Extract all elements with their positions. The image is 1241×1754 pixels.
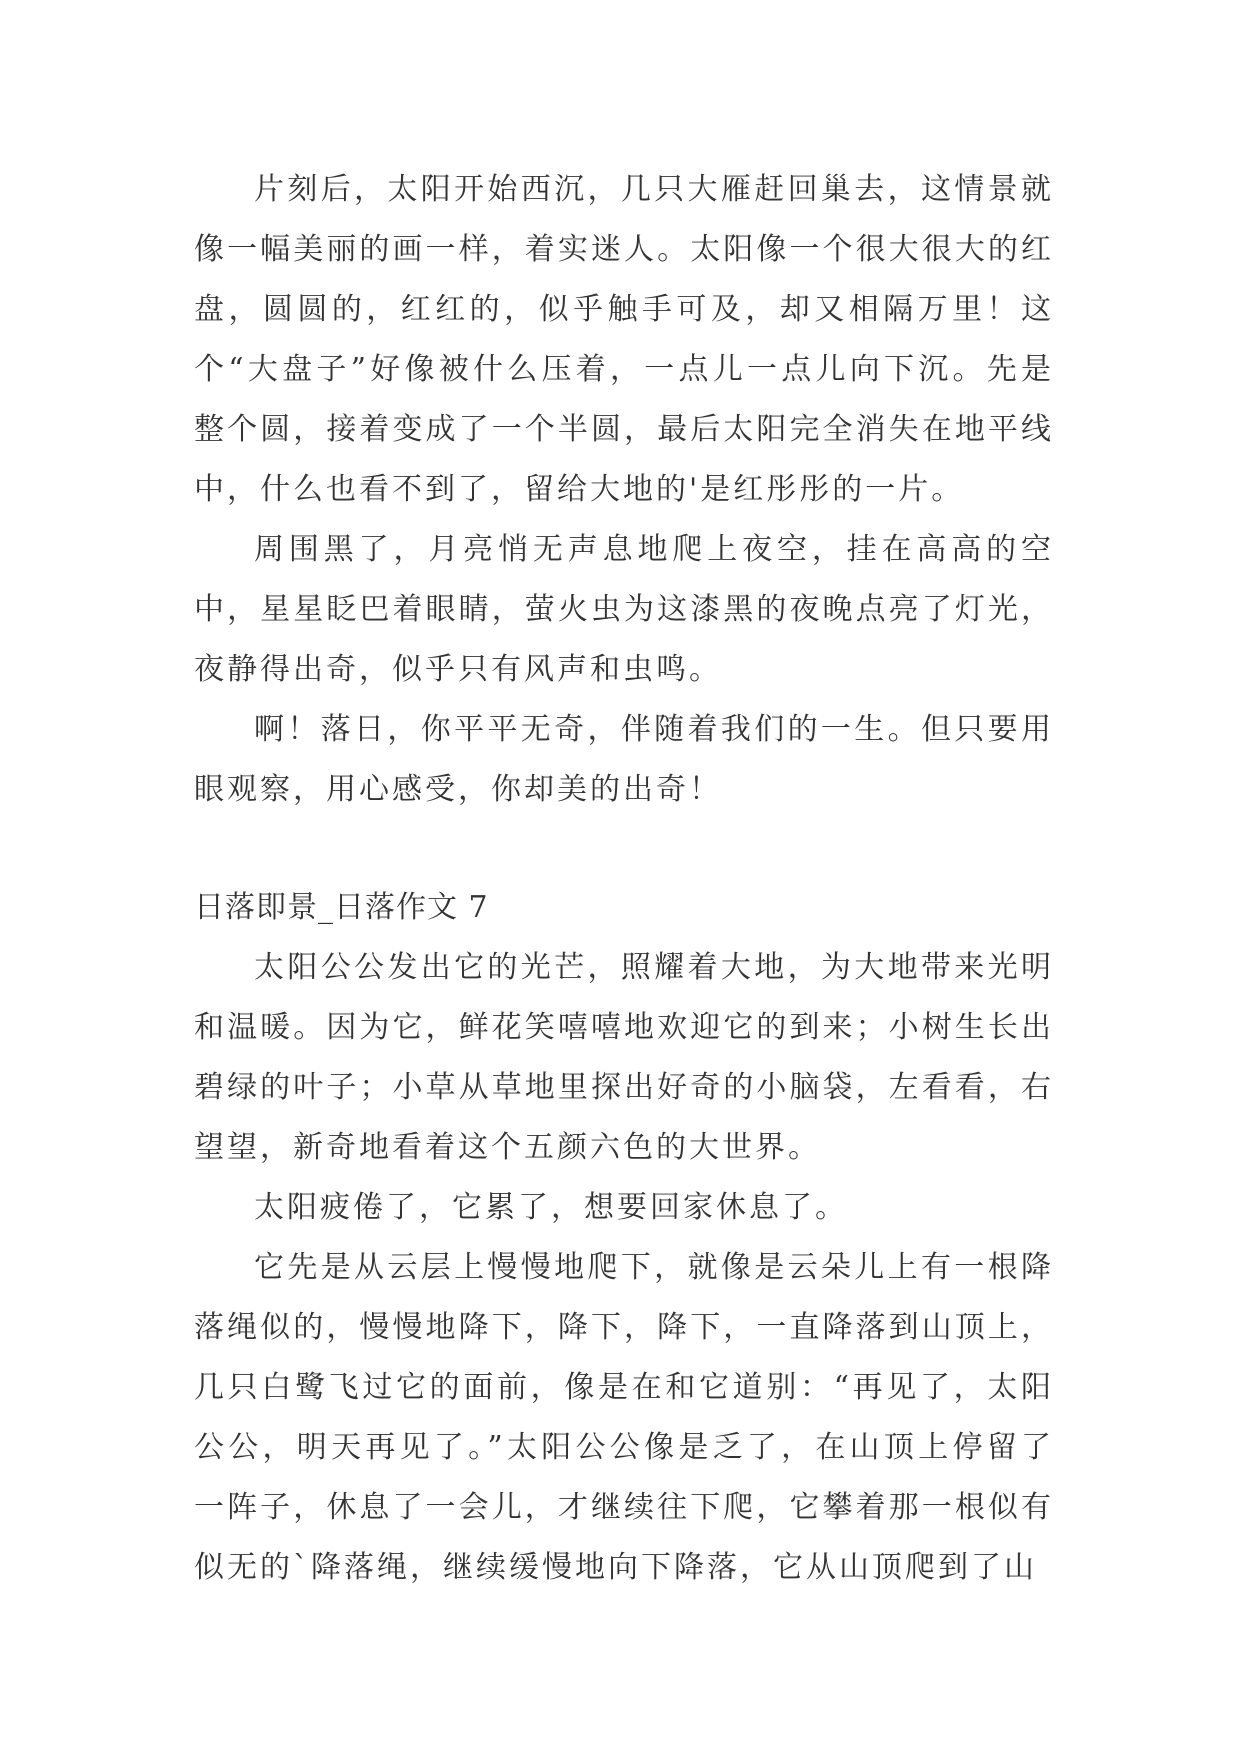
- paragraph: 它先是从云层上慢慢地爬下，就像是云朵儿上有一根降落绳似的，慢慢地降下，降下，降下，一直降落到山顶上，几只白鹭飞过它的面前，像是在和它道别：“再见了，太阳公公，明天再见了。”太阳公公像是乏了，在山顶上停留了一阵子，休息了一会儿，才继续往下爬，它攀着那一根似有似无的`降落绳，继续缓慢地向下降落，它从山顶爬到了山: [194, 1250, 1054, 1585]
- paragraph: 太阳公公发出它的光芒，照耀着大地，为大地带来光明和温暖。因为它，鲜花笑嘻嘻地欢迎它的到来；小树生长出碧绿的叶子；小草从草地里探出好奇的小脑袋，左看看，右望望，新奇地看着这个五颜六色的大世界。: [194, 950, 1054, 1165]
- paragraph: 太阳疲倦了，它累了，想要回家休息了。: [254, 1190, 848, 1225]
- document-page: [194, 160, 1054, 1598]
- paragraph: 啊！落日，你平平无奇，伴随着我们的一生。但只要用眼观察，用心感受，你却美的出奇！: [194, 712, 1054, 807]
- paragraph: 周围黑了，月亮悄无声息地爬上夜空，挂在高高的空中，星星眨巴着眼睛，萤火虫为这漆黑的夜晚点亮了灯光，夜静得出奇，似乎只有风声和虫鸣。: [194, 532, 1054, 687]
- section-title: 日落即景_日落作文 7: [194, 890, 489, 925]
- paragraph: 片刻后，太阳开始西沉，几只大雁赶回巢去，这情景就像一幅美丽的画一样，着实迷人。太阳像一个很大很大的红盘，圆圆的，红红的，似乎触手可及，却又相隔万里！这个“大盘子”好像被什么压着，一点儿一点儿向下沉。先是整个圆，接着变成了一个半圆，最后太阳完全消失在地平线中，什么也看不到了，留给大地的'是红彤彤的一片。: [194, 172, 1054, 507]
